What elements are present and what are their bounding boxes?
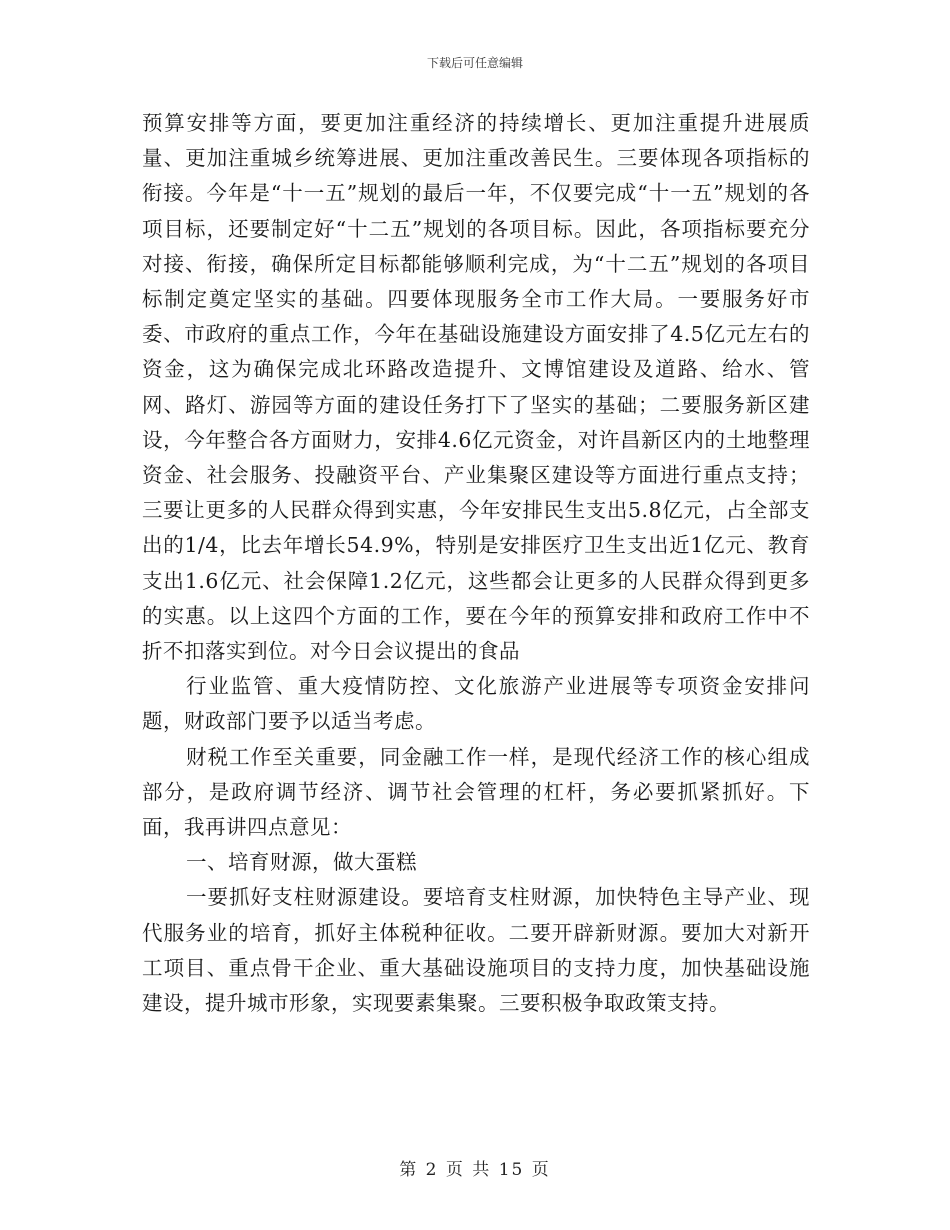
document-body (142, 106, 810, 1021)
body-paragraph: 行业监管、重大疫情防控、文化旅游产业进展等专项资金安排问题，财政部门要予以适当考虑。 (142, 674, 810, 734)
body-paragraph: 财税工作至关重要，同金融工作一样，是现代经济工作的核心组成部分，是政府调节经济、调节社会管理的杠杆，务必要抓紧抓好。下面，我再讲四点意见： (142, 744, 810, 840)
body-paragraph: 一要抓好支柱财源建设。要培育支柱财源，加快特色主导产业、现代服务业的培育，抓好主体税种征收。二要开辟新财源。要加大对新开工项目、重点骨干企业、重大基础设施项目的支持力度，加快基础设施建设，提升城市形象，实现要素集聚。三要积极争取政策支持。 (142, 885, 810, 1016)
body-paragraph: 预算安排等方面，要更加注重经济的持续增长、更加注重提升进展质量、更加注重城乡统筹进展、更加注重改善民生。三要体现各项指标的衔接。今年是“十一五”规划的最后一年，不仅要完成“十一五”规划的各项目标，还要制定好“十二五”规划的各项目标。因此，各项指标要充分对接、衔接，确保所定目标都能够顺利完成，为“十二五”规划的各项目标制定奠定坚实的基础。四要体现服务全市工作大局。一要服务好市委、市政府的重点工作，今年在基础设施建设方面安排了4.5亿元左右的资金，这为确保完成北环路改造提升、文博馆建设及道路、给水、管网、路灯、游园等方面的建设任务打下了坚实的基础；二要服务新区建设，今年整合各方面财力，安排4.6亿元资金，对许昌新区内的土地整理资金、社会服务、投融资平台、产业集聚区建设等方面进行重点支持；三要让更多的人民群众得到实惠，今年安排民生支出5.8亿元，占全部支出的1/4，比去年增长54.9%，特别是安排医疗卫生支出近1亿元、教育支出1.6亿元、社会保障1.2亿元，这些都会让更多的人民群众得到更多的实惠。以上这四个方面的工作，要在今年的预算安排和政府工作中不折不扣落实到位。对今日会议提出的食品 (142, 111, 810, 664)
page-number: 第 2 页 共 15 页 (399, 1160, 551, 1180)
page-header: 下载后可任意编辑 (426, 56, 523, 70)
section-heading: 一、培育财源，做大蛋糕 (186, 850, 417, 875)
